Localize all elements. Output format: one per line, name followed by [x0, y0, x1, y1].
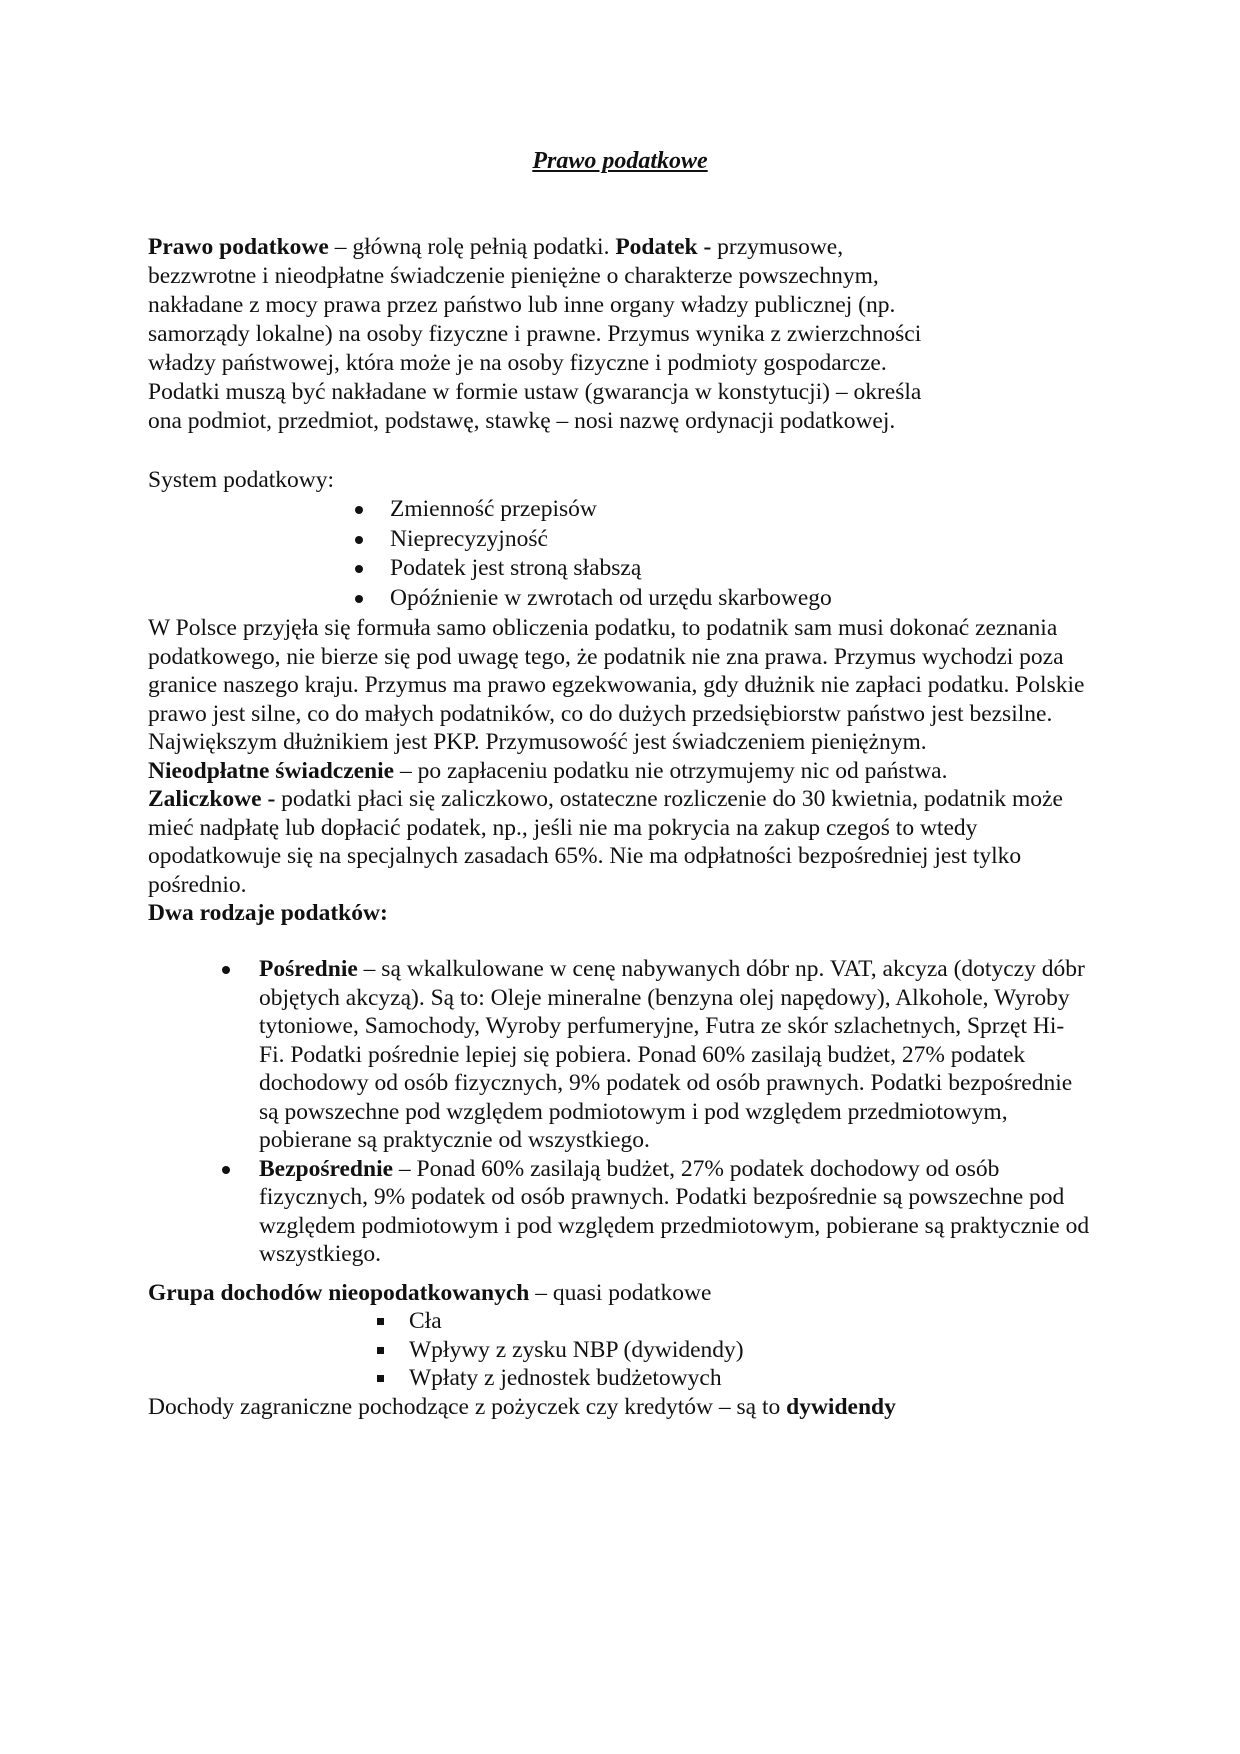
- types-heading: Dwa rodzaje podatków:: [148, 900, 388, 926]
- square-bullet-icon: [377, 1318, 384, 1325]
- square-bullet-icon: [377, 1347, 384, 1354]
- list-item: [390, 584, 1090, 614]
- intro-text-1: – główną rolę pełnią podatki.: [328, 234, 616, 260]
- zaliczkowe-text: podatki płaci się zaliczkowo, ostateczne rozliczenie do 30 kwietnia, podatnik może mieć nadpłatę lub dopłacić podatek, np., jeśli nie ma pokrycia na zakup czegoś to wtedy opodatkowuje się na specjalnych zasadach 65%. Nie ma odpłatności bezpośredniej jest tylko pośrednio.: [148, 786, 1063, 898]
- bullet-icon: [355, 536, 363, 544]
- term-nieodplatne: Nieodpłatne świadczenie: [148, 757, 395, 784]
- list-item-text: – Ponad 60% zasilają budżet, 27% podatek dochodowy od osób fizycznych, 9% podatek od osób prawnych. Podatki bezpośrednie są powszechne pod względem podmiotowym i pod względem przedmiotowym, pobierane są praktycznie od wszystkiego.: [259, 1155, 1090, 1267]
- list-item-text: Opóźnienie w zwrotach od urzędu skarbowego: [390, 584, 832, 611]
- list-item: [409, 1307, 1009, 1336]
- list-item-text: Podatek jest stroną słabszą: [390, 555, 642, 581]
- main-body: [148, 614, 1098, 928]
- term-dywidendy: dywidendy: [786, 1394, 896, 1420]
- foreign-income-paragraph: [148, 1393, 1108, 1422]
- nieodplatne-paragraph: [148, 757, 1098, 786]
- non-tax-list: [409, 1307, 1009, 1393]
- poland-paragraph: W Polsce przyjęła się formuła samo obliczenia podatku, to podatnik sam musi dokonać zeznania podatkowego, nie bierze się pod uwagę tego, że podatnik nie zna prawa. Przymus wychodzi poza granice naszego kraju. Przymus ma prawo egzekwowania, gdy dłużnik nie zapłaci podatku. Polskie prawo jest silne, co do małych podatników, co do dużych przedsiębiorstw państwo jest bezsilne. Największym dłużnikiem jest PKP. Przymusowość jest świadczeniem pieniężnym.: [148, 615, 1085, 755]
- list-item: [409, 1364, 1009, 1393]
- list-item: [390, 554, 1090, 584]
- nieodplatne-text: – po zapłaceniu podatku nie otrzymujemy nic od państwa.: [394, 757, 948, 784]
- term-zaliczkowe: Zaliczkowe -: [148, 786, 276, 812]
- types-list: [259, 955, 1094, 1269]
- term-prawo-podatkowe: Prawo podatkowe: [148, 234, 329, 260]
- list-item-text: Wpłaty z jednostek budżetowych: [409, 1365, 722, 1391]
- foreign-text: Dochody zagraniczne pochodzące z pożyczek czy kredytów – są to: [148, 1394, 787, 1420]
- term-podatek: Podatek -: [615, 234, 712, 260]
- list-item-text: Cła: [409, 1308, 442, 1334]
- list-item: [409, 1336, 1009, 1365]
- list-item: [259, 955, 1094, 1155]
- list-item-text: Wpływy z zysku NBP (dywidendy): [409, 1336, 744, 1363]
- non-tax-text: – quasi podatkowe: [529, 1280, 712, 1306]
- term-grupa-dochodow: Grupa dochodów nieopodatkowanych: [148, 1280, 530, 1306]
- bullet-icon: [355, 595, 363, 603]
- list-item: [390, 495, 1090, 525]
- list-item-text: Nieprecyzyjność: [390, 525, 548, 552]
- square-bullet-icon: [377, 1375, 384, 1382]
- list-item-text: Zmienność przepisów: [390, 496, 597, 522]
- list-item-text: – są wkalkulowane w cenę nabywanych dóbr np. VAT, akcyza (dotyczy dóbr objętych akcyzą). Są to: Oleje mineralne (benzyna olej napędowy), Alkohole, Wyroby tytoniowe, Samochody, Wyroby perfumeryjne, Futra ze skór szlachetnych, Sprzęt Hi- Fi. Podatki pośrednie lepiej się pobiera. Ponad 60% zasilają budżet, 27% podatek dochodowy od osób fizycznych, 9% podatek od osób prawnych. Podatki bezpośrednie są powszechne pod względem podmiotowym i pod względem przedmiotowym, pobierane są praktycznie od wszystkiego.: [259, 956, 1085, 1153]
- system-list: [390, 495, 1090, 613]
- bullet-icon: [355, 565, 363, 573]
- system-heading: System podatkowy:: [148, 467, 335, 493]
- intro-paragraph: [148, 233, 948, 436]
- bullet-icon: [355, 506, 363, 514]
- bullet-icon: [222, 966, 230, 974]
- bullet-icon: [222, 1166, 230, 1174]
- intro-text-2: przymusowe, bezzwrotne i nieodpłatne świadczenie pieniężne o charakterze powszechnym, nakładane z mocy prawa przez państwo lub inne organy władzy publicznej (np. samorządy lokalne) na osoby fizyczne i prawne. Przymus wynika z zwierzchności władzy państwowej, która może je na osoby fizyczne i podmioty gospodarcze. Podatki muszą być nakładane w formie ustaw (gwarancja w konstytucji) – określa ona podmiot, przedmiot, podstawę, stawkę – nosi nazwę ordynacji podatkowej.: [148, 234, 922, 434]
- non-tax-heading: [148, 1279, 1108, 1308]
- list-item: [390, 525, 1090, 555]
- document-title: Prawo podatkowe: [532, 148, 708, 174]
- list-item: [259, 1155, 1094, 1269]
- zaliczkowe-paragraph: [148, 785, 1098, 899]
- term-bezposrednie: Bezpośrednie: [259, 1155, 394, 1182]
- term-posrednie: Pośrednie: [259, 956, 358, 982]
